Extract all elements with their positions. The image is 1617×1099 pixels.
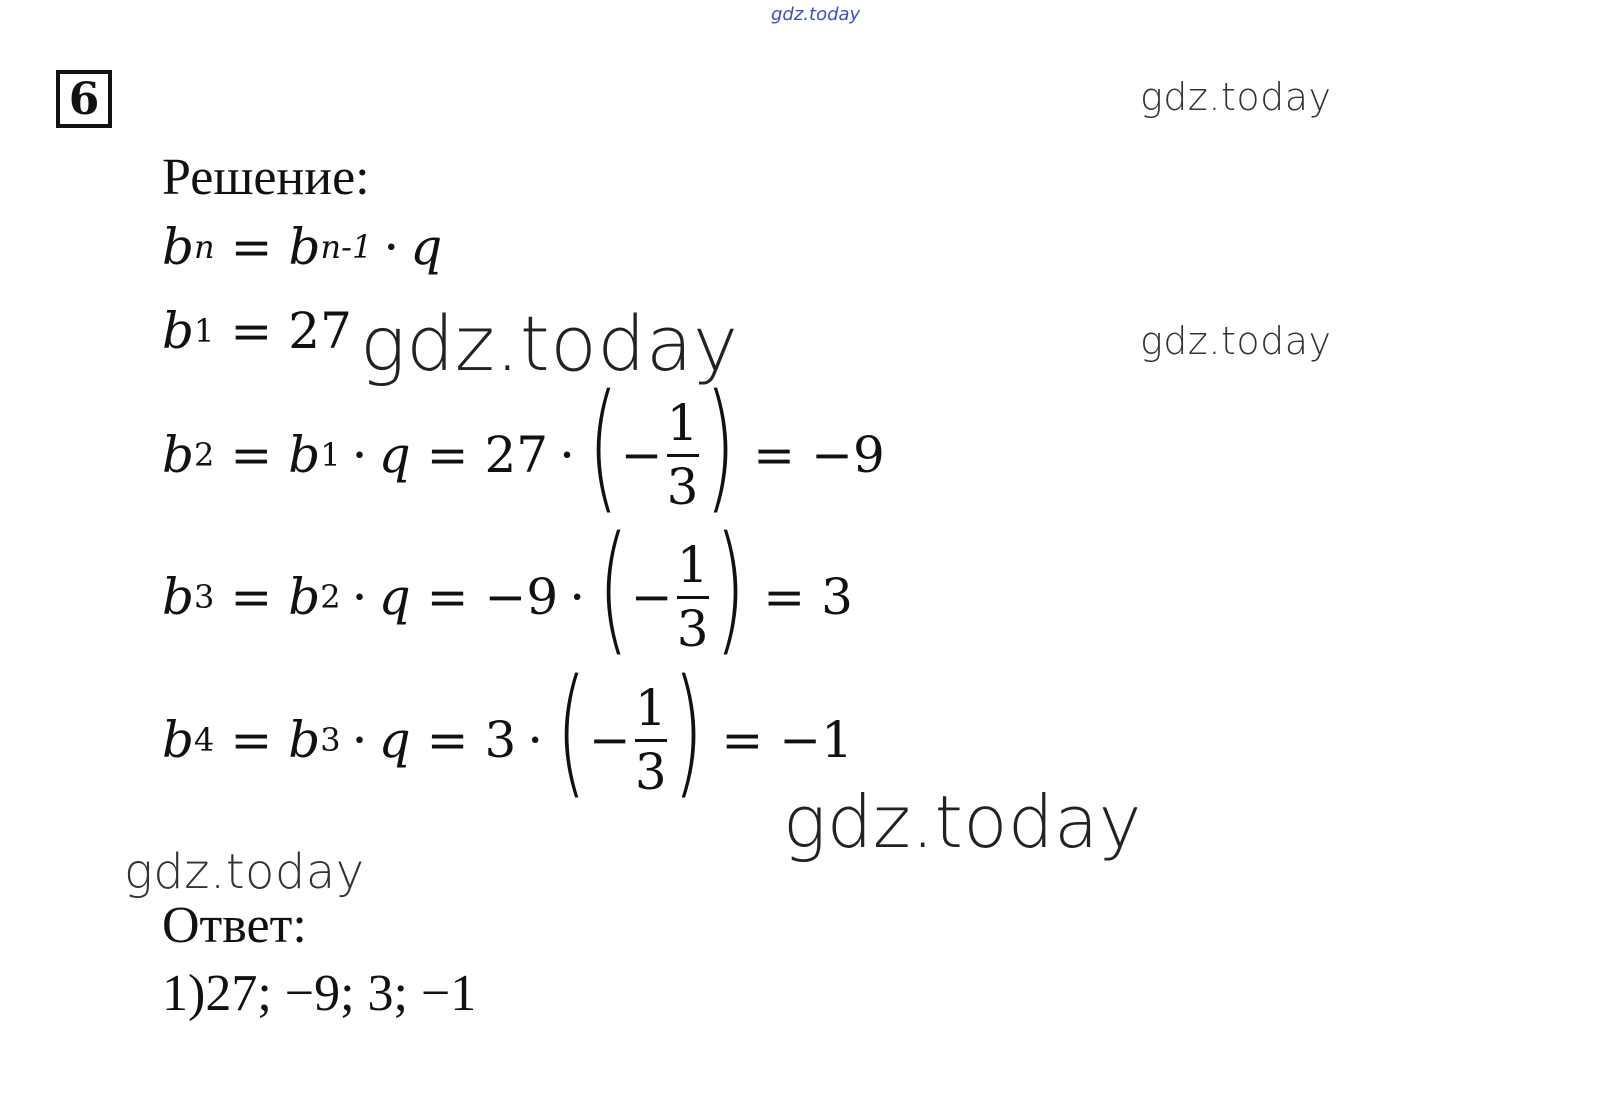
equals-sign: = — [426, 568, 469, 626]
term-row — [162, 650, 853, 813]
fraction-bar — [635, 739, 667, 742]
multiply-dot: · — [383, 218, 400, 276]
fraction-bar — [677, 596, 709, 599]
fraction-numerator: 1 — [676, 536, 709, 594]
formula-lhs: b — [162, 218, 195, 276]
task-number: 6 — [68, 73, 100, 125]
watermark-large-1: gdz.today — [360, 299, 739, 388]
term-symbol: b — [162, 426, 195, 484]
ratio-symbol: q — [378, 426, 411, 484]
equals-sign: = — [230, 302, 273, 360]
equals-sign: = — [721, 711, 764, 769]
watermark-left: gdz.today — [124, 844, 365, 900]
solution-heading: Решение: — [162, 149, 370, 206]
formula-rhs-sub: n-1 — [320, 228, 373, 266]
answer-text: 1)27; −9; 3; −1 — [162, 965, 477, 1022]
equals-sign: = — [763, 568, 806, 626]
prev-term-sub: 2 — [320, 578, 341, 616]
recurrence-formula — [162, 218, 443, 276]
equals-sign: = — [230, 218, 273, 276]
equals-sign: = — [230, 711, 273, 769]
left-paren: ( — [588, 365, 619, 528]
multiply-dot: · — [351, 426, 368, 484]
watermark-large-2: gdz.today — [783, 780, 1142, 864]
term-result: −1 — [779, 711, 853, 769]
first-term-sub: 1 — [194, 312, 215, 350]
answer-heading: Ответ: — [162, 897, 307, 954]
prev-term-sub: 1 — [320, 436, 341, 474]
fraction-denominator: 3 — [634, 742, 667, 801]
formula-factor: q — [410, 218, 443, 276]
term-symbol: b — [162, 568, 195, 626]
multiply-dot: · — [527, 711, 544, 769]
left-paren: ( — [556, 650, 587, 813]
ratio-sign: − — [620, 426, 663, 484]
ratio-symbol: q — [378, 711, 411, 769]
multiply-dot: · — [351, 711, 368, 769]
right-paren: ) — [673, 650, 704, 813]
prev-term-value: −9 — [484, 568, 559, 626]
equals-sign: = — [426, 426, 469, 484]
multiply-dot: · — [559, 426, 576, 484]
prev-term-value: 27 — [484, 426, 549, 484]
fraction-bar — [667, 454, 699, 457]
term-sub: 4 — [194, 721, 215, 759]
right-paren: ) — [714, 507, 745, 670]
multiply-dot: · — [569, 568, 586, 626]
term-sub: 3 — [194, 578, 215, 616]
prev-term-symbol: b — [288, 711, 321, 769]
fraction-numerator: 1 — [666, 394, 699, 452]
equals-sign: = — [230, 568, 273, 626]
equals-sign: = — [753, 426, 796, 484]
term-row — [162, 365, 885, 528]
fraction-denominator: 3 — [666, 457, 699, 516]
prev-term-symbol: b — [288, 568, 321, 626]
left-paren: ( — [598, 507, 629, 670]
equals-sign: = — [230, 426, 273, 484]
term-result: −9 — [811, 426, 885, 484]
prev-term-sub: 3 — [320, 721, 341, 759]
first-term-equation — [162, 302, 352, 360]
ratio-symbol: q — [378, 568, 411, 626]
term-result: 3 — [821, 568, 853, 626]
ratio-sign: − — [588, 711, 631, 769]
prev-term-value: 3 — [484, 711, 517, 769]
fraction — [666, 394, 699, 516]
watermark-right-2: gdz.today — [1140, 319, 1332, 363]
ratio-sign: − — [630, 568, 673, 626]
watermark-top: gdz.today — [771, 4, 861, 25]
first-term-symbol: b — [162, 302, 195, 360]
term-symbol: b — [162, 711, 195, 769]
formula-lhs-sub: n — [194, 228, 215, 266]
fraction-denominator: 3 — [676, 599, 709, 658]
task-number-box — [56, 70, 112, 128]
prev-term-symbol: b — [288, 426, 321, 484]
term-row — [162, 507, 853, 670]
term-sub: 2 — [194, 436, 215, 474]
fraction — [676, 536, 709, 658]
watermark-right-1: gdz.today — [1140, 75, 1332, 119]
first-term-value: 27 — [288, 302, 352, 360]
equals-sign: = — [426, 711, 469, 769]
multiply-dot: · — [351, 568, 368, 626]
fraction — [634, 679, 667, 801]
fraction-numerator: 1 — [634, 679, 667, 737]
right-paren: ) — [704, 365, 735, 528]
formula-rhs: b — [288, 218, 321, 276]
